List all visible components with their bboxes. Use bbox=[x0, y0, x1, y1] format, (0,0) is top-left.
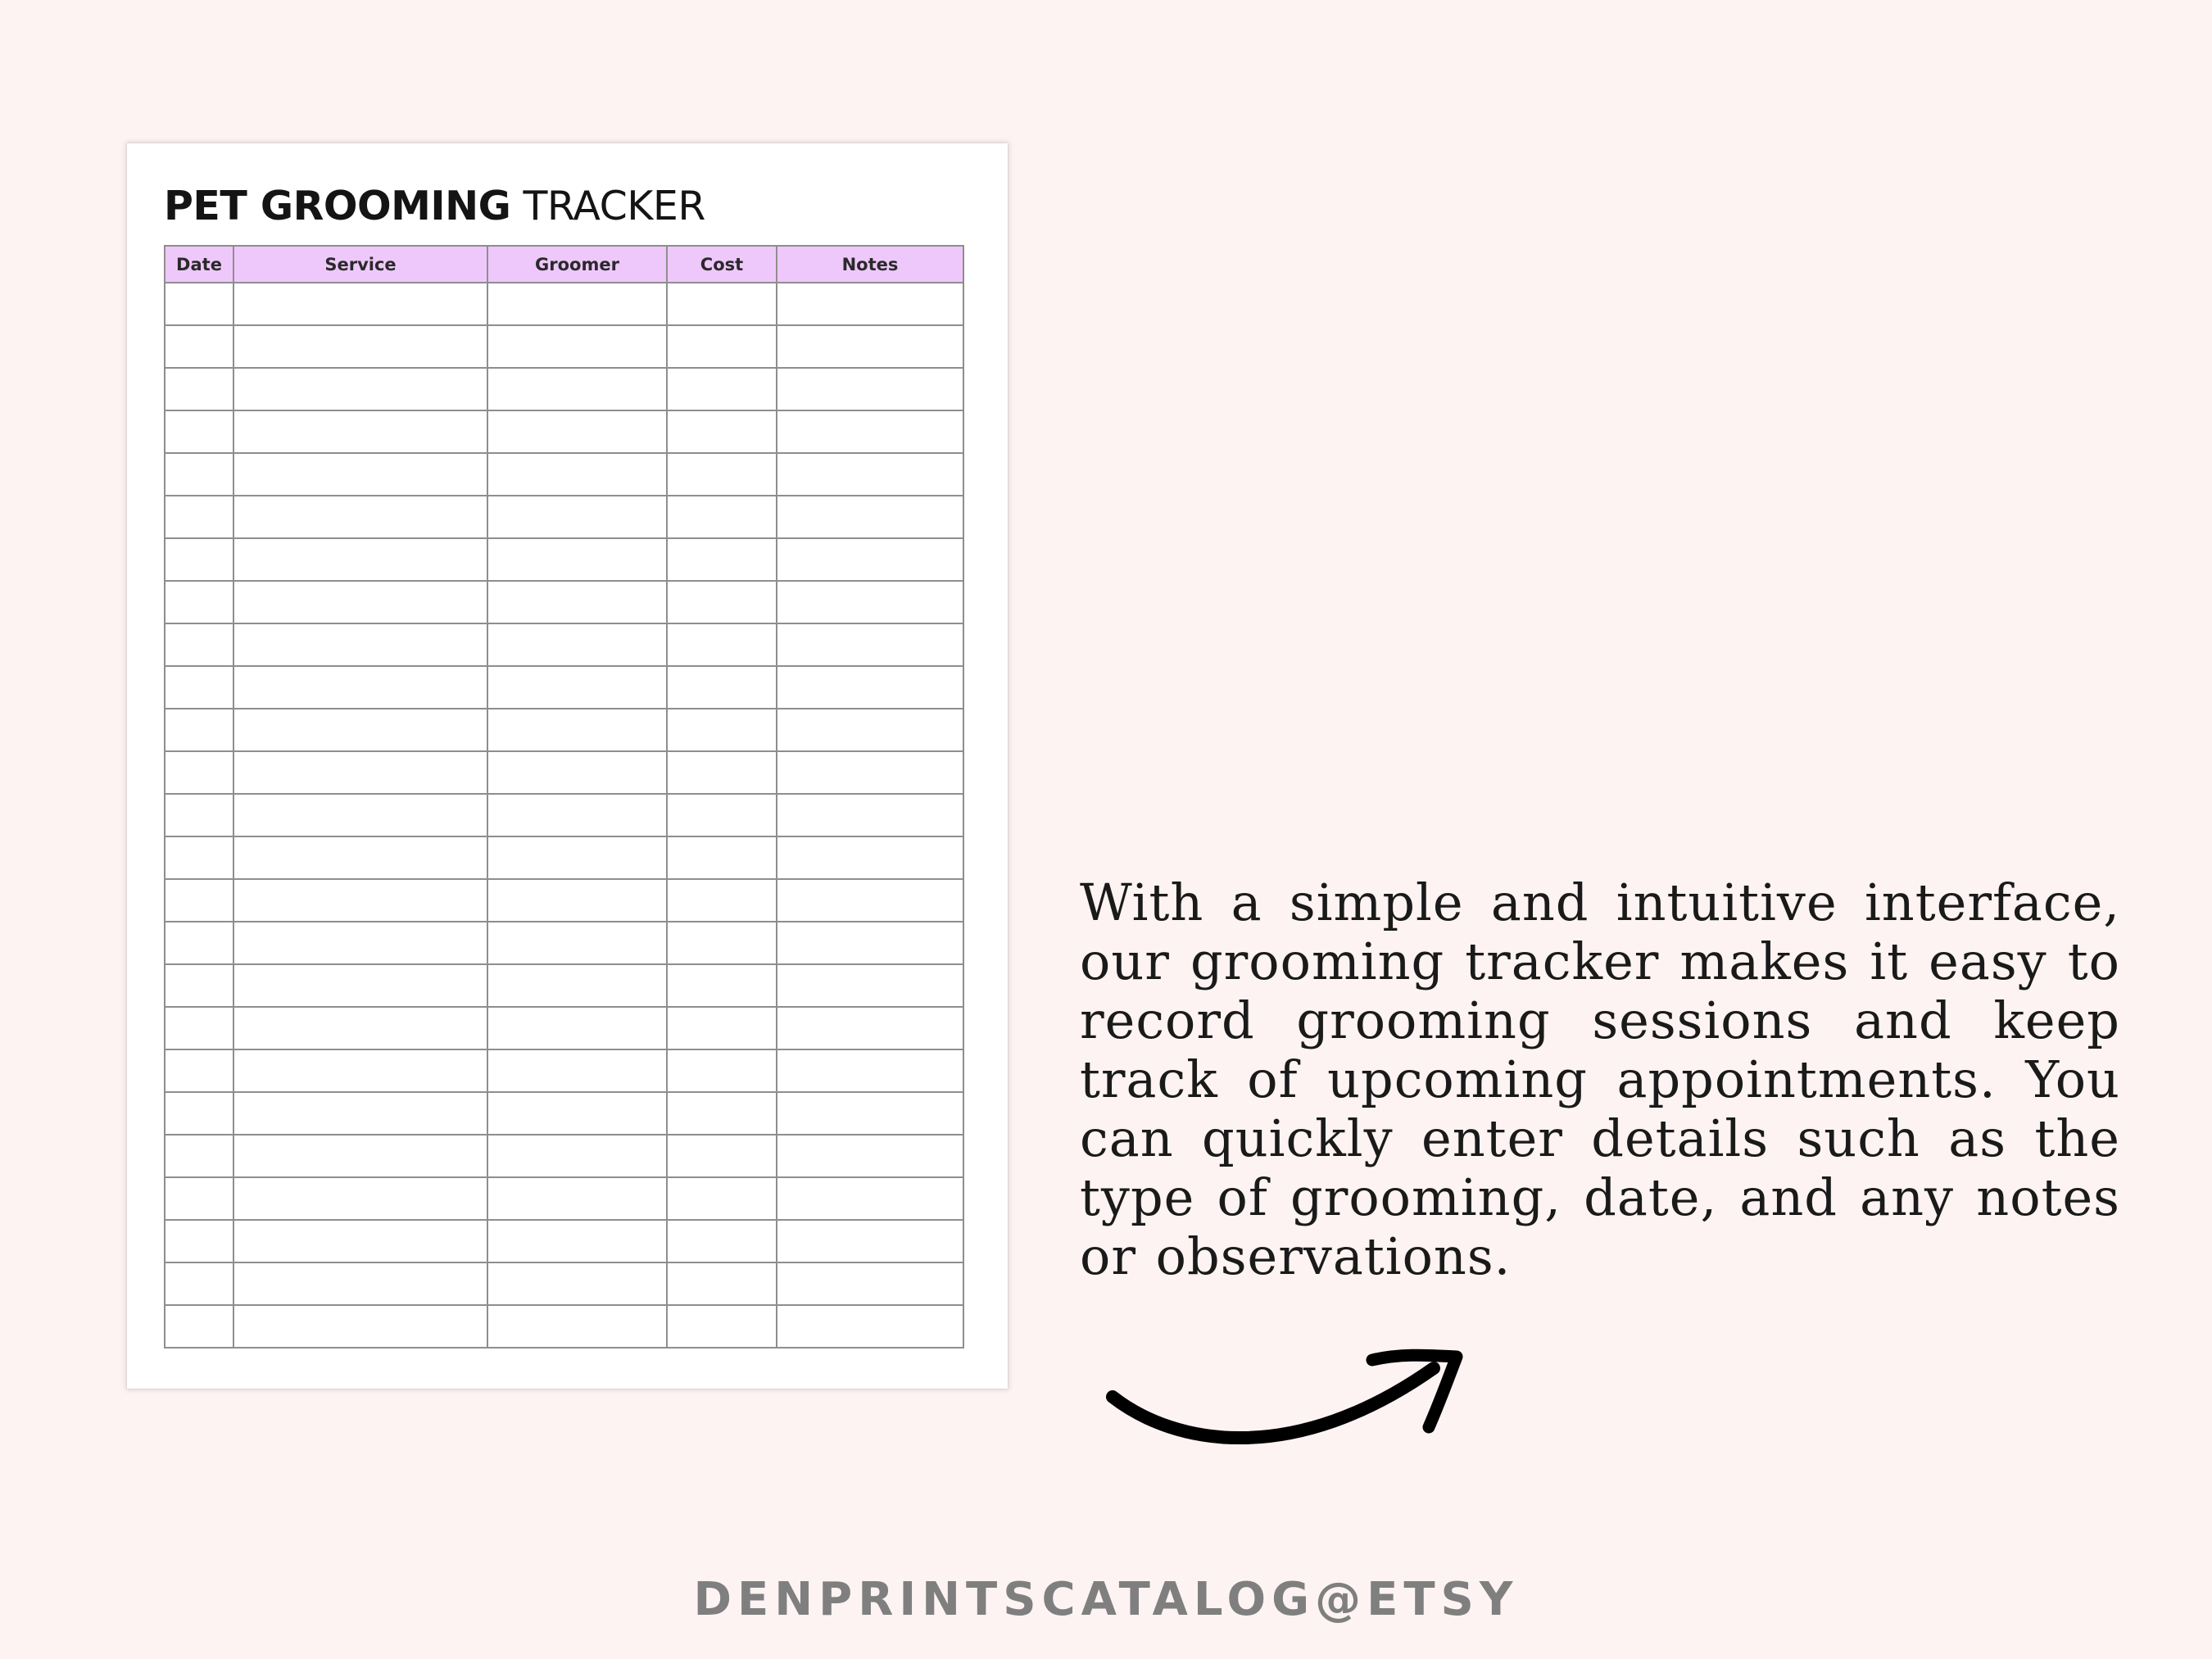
table-cell-date bbox=[165, 538, 233, 581]
table-cell-cost bbox=[667, 453, 777, 496]
table-cell-notes bbox=[777, 623, 963, 666]
table-cell-groomer bbox=[487, 1305, 667, 1348]
sheet-title-bold: PET GROOMING bbox=[164, 183, 511, 229]
table-cell-notes bbox=[777, 666, 963, 709]
table-cell-groomer bbox=[487, 879, 667, 922]
table-cell-service bbox=[233, 1049, 487, 1092]
table-cell-cost bbox=[667, 1262, 777, 1305]
table-row bbox=[165, 283, 963, 325]
table-cell-date bbox=[165, 1305, 233, 1348]
table-cell-date bbox=[165, 496, 233, 538]
table-cell-service bbox=[233, 1262, 487, 1305]
table-cell-date bbox=[165, 794, 233, 836]
table-row bbox=[165, 1007, 963, 1049]
table-cell-service bbox=[233, 623, 487, 666]
table-cell-date bbox=[165, 1135, 233, 1177]
table-cell-service bbox=[233, 836, 487, 879]
table-cell-notes bbox=[777, 325, 963, 368]
table-cell-service bbox=[233, 325, 487, 368]
table-cell-service bbox=[233, 538, 487, 581]
table-cell-groomer bbox=[487, 709, 667, 751]
table-cell-date bbox=[165, 623, 233, 666]
table-cell-notes bbox=[777, 368, 963, 410]
table-cell-groomer bbox=[487, 964, 667, 1007]
table-cell-date bbox=[165, 1049, 233, 1092]
table-cell-groomer bbox=[487, 1220, 667, 1262]
table-cell-groomer bbox=[487, 325, 667, 368]
table-cell-cost bbox=[667, 623, 777, 666]
table-cell-groomer bbox=[487, 1135, 667, 1177]
table-cell-notes bbox=[777, 581, 963, 623]
table-cell-service bbox=[233, 922, 487, 964]
table-cell-service bbox=[233, 1305, 487, 1348]
table-cell-date bbox=[165, 325, 233, 368]
table-cell-service bbox=[233, 1177, 487, 1220]
column-header-groomer: Groomer bbox=[487, 246, 667, 283]
table-cell-notes bbox=[777, 1135, 963, 1177]
table-cell-service bbox=[233, 1220, 487, 1262]
table-cell-cost bbox=[667, 1177, 777, 1220]
table-cell-cost bbox=[667, 709, 777, 751]
table-cell-notes bbox=[777, 1177, 963, 1220]
table-cell-date bbox=[165, 368, 233, 410]
table-cell-cost bbox=[667, 410, 777, 453]
table-cell-cost bbox=[667, 1049, 777, 1092]
curved-arrow-icon bbox=[1098, 1335, 1483, 1475]
table-row bbox=[165, 368, 963, 410]
table-cell-service bbox=[233, 496, 487, 538]
table-row bbox=[165, 410, 963, 453]
table-cell-notes bbox=[777, 1262, 963, 1305]
table-cell-cost bbox=[667, 496, 777, 538]
table-cell-service bbox=[233, 794, 487, 836]
table-cell-groomer bbox=[487, 1007, 667, 1049]
sheet-title bbox=[164, 183, 705, 229]
table-cell-cost bbox=[667, 1007, 777, 1049]
table-cell-notes bbox=[777, 751, 963, 794]
tracker-sheet bbox=[127, 143, 1008, 1389]
table-row bbox=[165, 1049, 963, 1092]
table-cell-groomer bbox=[487, 623, 667, 666]
table-cell-notes bbox=[777, 496, 963, 538]
table-cell-date bbox=[165, 922, 233, 964]
sheet-title-light: TRACKER bbox=[523, 183, 705, 229]
table-cell-cost bbox=[667, 538, 777, 581]
table-cell-date bbox=[165, 751, 233, 794]
table-cell-date bbox=[165, 964, 233, 1007]
table-cell-groomer bbox=[487, 836, 667, 879]
table-row bbox=[165, 453, 963, 496]
table-row bbox=[165, 1135, 963, 1177]
table-cell-date bbox=[165, 1007, 233, 1049]
table-row bbox=[165, 325, 963, 368]
table-cell-groomer bbox=[487, 666, 667, 709]
table-cell-date bbox=[165, 581, 233, 623]
table-cell-notes bbox=[777, 794, 963, 836]
table-cell-service bbox=[233, 453, 487, 496]
table-cell-groomer bbox=[487, 368, 667, 410]
arrow-shaft bbox=[1113, 1368, 1434, 1438]
table-cell-notes bbox=[777, 879, 963, 922]
column-header-date: Date bbox=[165, 246, 233, 283]
table-cell-groomer bbox=[487, 581, 667, 623]
table-cell-notes bbox=[777, 922, 963, 964]
table-row bbox=[165, 1262, 963, 1305]
table-cell-notes bbox=[777, 709, 963, 751]
table-cell-cost bbox=[667, 283, 777, 325]
table-cell-cost bbox=[667, 1220, 777, 1262]
table-cell-groomer bbox=[487, 922, 667, 964]
table-cell-date bbox=[165, 879, 233, 922]
table-row bbox=[165, 581, 963, 623]
table-row bbox=[165, 794, 963, 836]
table-cell-cost bbox=[667, 922, 777, 964]
table-row bbox=[165, 666, 963, 709]
table-cell-service bbox=[233, 1135, 487, 1177]
table-cell-service bbox=[233, 1092, 487, 1135]
table-cell-notes bbox=[777, 453, 963, 496]
footer-shop-handle: DENPRINTSCATALOG@ETSY bbox=[693, 1573, 1519, 1626]
table-cell-groomer bbox=[487, 410, 667, 453]
table-cell-service bbox=[233, 879, 487, 922]
table-cell-date bbox=[165, 709, 233, 751]
table-cell-notes bbox=[777, 964, 963, 1007]
table-cell-date bbox=[165, 283, 233, 325]
table-cell-groomer bbox=[487, 1049, 667, 1092]
table-cell-groomer bbox=[487, 283, 667, 325]
table-cell-date bbox=[165, 1262, 233, 1305]
column-header-service: Service bbox=[233, 246, 487, 283]
table-row bbox=[165, 836, 963, 879]
table-cell-date bbox=[165, 1177, 233, 1220]
table-cell-cost bbox=[667, 794, 777, 836]
column-header-cost: Cost bbox=[667, 246, 777, 283]
table-header-row bbox=[165, 246, 963, 283]
table-cell-groomer bbox=[487, 1262, 667, 1305]
tracker-table bbox=[164, 245, 964, 1349]
table-cell-notes bbox=[777, 1049, 963, 1092]
table-cell-date bbox=[165, 1092, 233, 1135]
table-row bbox=[165, 496, 963, 538]
table-row bbox=[165, 879, 963, 922]
table-cell-notes bbox=[777, 836, 963, 879]
table-cell-service bbox=[233, 410, 487, 453]
table-row bbox=[165, 1092, 963, 1135]
table-cell-notes bbox=[777, 1220, 963, 1262]
table-cell-groomer bbox=[487, 751, 667, 794]
table-cell-service bbox=[233, 581, 487, 623]
table-cell-cost bbox=[667, 368, 777, 410]
table-cell-service bbox=[233, 1007, 487, 1049]
table-cell-cost bbox=[667, 1135, 777, 1177]
table-cell-groomer bbox=[487, 496, 667, 538]
table-cell-date bbox=[165, 453, 233, 496]
table-cell-service bbox=[233, 964, 487, 1007]
table-row bbox=[165, 1220, 963, 1262]
table-row bbox=[165, 538, 963, 581]
table-cell-cost bbox=[667, 1305, 777, 1348]
table-cell-notes bbox=[777, 1305, 963, 1348]
table-cell-cost bbox=[667, 836, 777, 879]
table-cell-date bbox=[165, 836, 233, 879]
table-cell-date bbox=[165, 1220, 233, 1262]
column-header-notes: Notes bbox=[777, 246, 963, 283]
table-cell-cost bbox=[667, 964, 777, 1007]
table-cell-groomer bbox=[487, 453, 667, 496]
table-cell-cost bbox=[667, 879, 777, 922]
table-cell-cost bbox=[667, 1092, 777, 1135]
table-row bbox=[165, 1177, 963, 1220]
table-cell-service bbox=[233, 283, 487, 325]
table-cell-date bbox=[165, 666, 233, 709]
table-cell-notes bbox=[777, 283, 963, 325]
table-cell-cost bbox=[667, 325, 777, 368]
table-cell-notes bbox=[777, 538, 963, 581]
table-cell-notes bbox=[777, 1092, 963, 1135]
table-body bbox=[165, 283, 963, 1348]
table-cell-groomer bbox=[487, 794, 667, 836]
table-row bbox=[165, 623, 963, 666]
table-cell-groomer bbox=[487, 1092, 667, 1135]
table-cell-cost bbox=[667, 581, 777, 623]
table-cell-notes bbox=[777, 410, 963, 453]
table-row bbox=[165, 964, 963, 1007]
table-row bbox=[165, 922, 963, 964]
table-cell-cost bbox=[667, 666, 777, 709]
table-cell-date bbox=[165, 410, 233, 453]
table-cell-service bbox=[233, 751, 487, 794]
table-cell-cost bbox=[667, 751, 777, 794]
table-row bbox=[165, 709, 963, 751]
table-cell-groomer bbox=[487, 1177, 667, 1220]
table-row bbox=[165, 1305, 963, 1348]
table-cell-service bbox=[233, 368, 487, 410]
table-cell-groomer bbox=[487, 538, 667, 581]
table-cell-notes bbox=[777, 1007, 963, 1049]
table-row bbox=[165, 751, 963, 794]
description-text: With a simple and intuitive interface, our grooming tracker makes it easy to record grooming sessions and keep track of upcoming appointments. You can quickly enter details such as the type of grooming, date, and any notes or observations. bbox=[1080, 873, 2120, 1286]
table-cell-service bbox=[233, 666, 487, 709]
table-cell-service bbox=[233, 709, 487, 751]
